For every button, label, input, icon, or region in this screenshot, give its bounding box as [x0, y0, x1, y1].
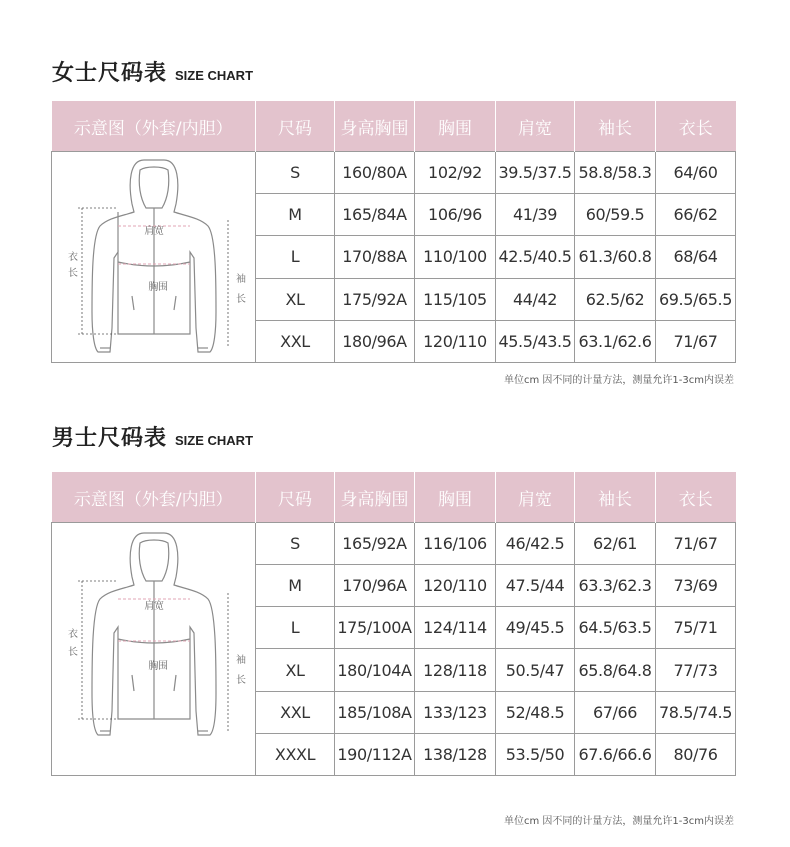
length-label-2: 长 [68, 647, 78, 658]
cell-sleeve: 65.8/64.8 [575, 649, 656, 691]
men-title-block [52, 421, 253, 452]
cell-size: XXL [256, 320, 335, 362]
header-shoulder: 肩宽 [496, 101, 575, 152]
cell-height-chest: 175/92A [335, 278, 415, 320]
cell-shoulder: 44/42 [496, 278, 575, 320]
header-length: 衣长 [656, 101, 736, 152]
cell-height-chest: 160/80A [335, 152, 415, 194]
table-header-row [52, 101, 736, 152]
cell-size: XXXL [256, 733, 335, 775]
cell-height-chest: 180/96A [335, 320, 415, 362]
cell-size: L [256, 236, 335, 278]
cell-length: 75/71 [656, 607, 736, 649]
header-height-chest: 身高胸围 [335, 101, 415, 152]
cell-size: S [256, 523, 335, 565]
header-height-chest: 身高胸围 [335, 472, 415, 523]
header-size: 尺码 [256, 101, 335, 152]
men-title: 男士尺码表 [52, 426, 168, 451]
shoulder-label: 肩宽 [144, 601, 164, 612]
cell-length: 71/67 [656, 523, 736, 565]
cell-shoulder: 50.5/47 [496, 649, 575, 691]
table-header-row [52, 472, 736, 523]
cell-length: 80/76 [656, 733, 736, 775]
cell-length: 69.5/65.5 [656, 278, 736, 320]
length-label-1: 衣 [68, 252, 78, 263]
cell-chest: 115/105 [415, 278, 496, 320]
chest-label: 胸围 [148, 282, 168, 293]
cell-size: M [256, 565, 335, 607]
cell-shoulder: 47.5/44 [496, 565, 575, 607]
cell-sleeve: 67/66 [575, 691, 656, 733]
cell-sleeve: 60/59.5 [575, 194, 656, 236]
table-row [52, 523, 736, 565]
women-size-table [51, 101, 736, 363]
sleeve-label-2: 长 [236, 294, 246, 305]
cell-height-chest: 165/84A [335, 194, 415, 236]
cell-shoulder: 49/45.5 [496, 607, 575, 649]
women-title-block [52, 56, 253, 87]
header-illustration: 示意图（外套/内胆） [52, 101, 256, 152]
cell-height-chest: 170/96A [335, 565, 415, 607]
sleeve-label-1: 袖 [236, 655, 246, 666]
women-measurement-note: 单位cm 因不同的计量方法，测量允许1-3cm内误差 [504, 375, 734, 386]
cell-length: 66/62 [656, 194, 736, 236]
cell-size: XL [256, 649, 335, 691]
length-label-2: 长 [68, 268, 78, 279]
cell-chest: 133/123 [415, 691, 496, 733]
jacket-diagram-icon [52, 152, 256, 362]
cell-chest: 124/114 [415, 607, 496, 649]
sleeve-label-1: 袖 [236, 274, 246, 285]
men-size-table [51, 472, 736, 776]
cell-sleeve: 62/61 [575, 523, 656, 565]
cell-size: XL [256, 278, 335, 320]
cell-length: 77/73 [656, 649, 736, 691]
cell-sleeve: 62.5/62 [575, 278, 656, 320]
cell-length: 78.5/74.5 [656, 691, 736, 733]
cell-sleeve: 58.8/58.3 [575, 152, 656, 194]
cell-shoulder: 52/48.5 [496, 691, 575, 733]
cell-length: 71/67 [656, 320, 736, 362]
cell-shoulder: 42.5/40.5 [496, 236, 575, 278]
cell-length: 73/69 [656, 565, 736, 607]
table-row [52, 152, 736, 194]
cell-shoulder: 46/42.5 [496, 523, 575, 565]
cell-chest: 128/118 [415, 649, 496, 691]
cell-chest: 120/110 [415, 565, 496, 607]
men-subtitle: SIZE CHART [175, 433, 254, 448]
shoulder-label: 肩宽 [144, 226, 164, 237]
jacket-diagram-icon [52, 523, 256, 775]
cell-sleeve: 61.3/60.8 [575, 236, 656, 278]
header-length: 衣长 [656, 472, 736, 523]
header-shoulder: 肩宽 [496, 472, 575, 523]
cell-chest: 102/92 [415, 152, 496, 194]
women-title: 女士尺码表 [52, 61, 168, 86]
cell-chest: 110/100 [415, 236, 496, 278]
cell-sleeve: 67.6/66.6 [575, 733, 656, 775]
cell-chest: 116/106 [415, 523, 496, 565]
header-illustration: 示意图（外套/内胆） [52, 472, 256, 523]
cell-height-chest: 170/88A [335, 236, 415, 278]
cell-shoulder: 39.5/37.5 [496, 152, 575, 194]
chest-label: 胸围 [148, 661, 168, 672]
cell-sleeve: 64.5/63.5 [575, 607, 656, 649]
cell-height-chest: 180/104A [335, 649, 415, 691]
cell-chest: 138/128 [415, 733, 496, 775]
header-size: 尺码 [256, 472, 335, 523]
header-sleeve: 袖长 [575, 101, 656, 152]
cell-shoulder: 45.5/43.5 [496, 320, 575, 362]
cell-size: XXL [256, 691, 335, 733]
cell-sleeve: 63.3/62.3 [575, 565, 656, 607]
cell-length: 68/64 [656, 236, 736, 278]
jacket-illustration-cell [52, 523, 256, 776]
women-subtitle: SIZE CHART [175, 68, 254, 83]
cell-size: L [256, 607, 335, 649]
cell-size: S [256, 152, 335, 194]
header-chest: 胸围 [415, 101, 496, 152]
cell-chest: 106/96 [415, 194, 496, 236]
cell-height-chest: 190/112A [335, 733, 415, 775]
cell-chest: 120/110 [415, 320, 496, 362]
cell-height-chest: 185/108A [335, 691, 415, 733]
header-sleeve: 袖长 [575, 472, 656, 523]
cell-sleeve: 63.1/62.6 [575, 320, 656, 362]
cell-height-chest: 175/100A [335, 607, 415, 649]
cell-size: M [256, 194, 335, 236]
cell-shoulder: 53.5/50 [496, 733, 575, 775]
cell-shoulder: 41/39 [496, 194, 575, 236]
sleeve-label-2: 长 [236, 675, 246, 686]
cell-length: 64/60 [656, 152, 736, 194]
cell-height-chest: 165/92A [335, 523, 415, 565]
men-measurement-note: 单位cm 因不同的计量方法，测量允许1-3cm内误差 [504, 816, 734, 827]
jacket-illustration-cell [52, 152, 256, 363]
header-chest: 胸围 [415, 472, 496, 523]
length-label-1: 衣 [68, 629, 78, 640]
